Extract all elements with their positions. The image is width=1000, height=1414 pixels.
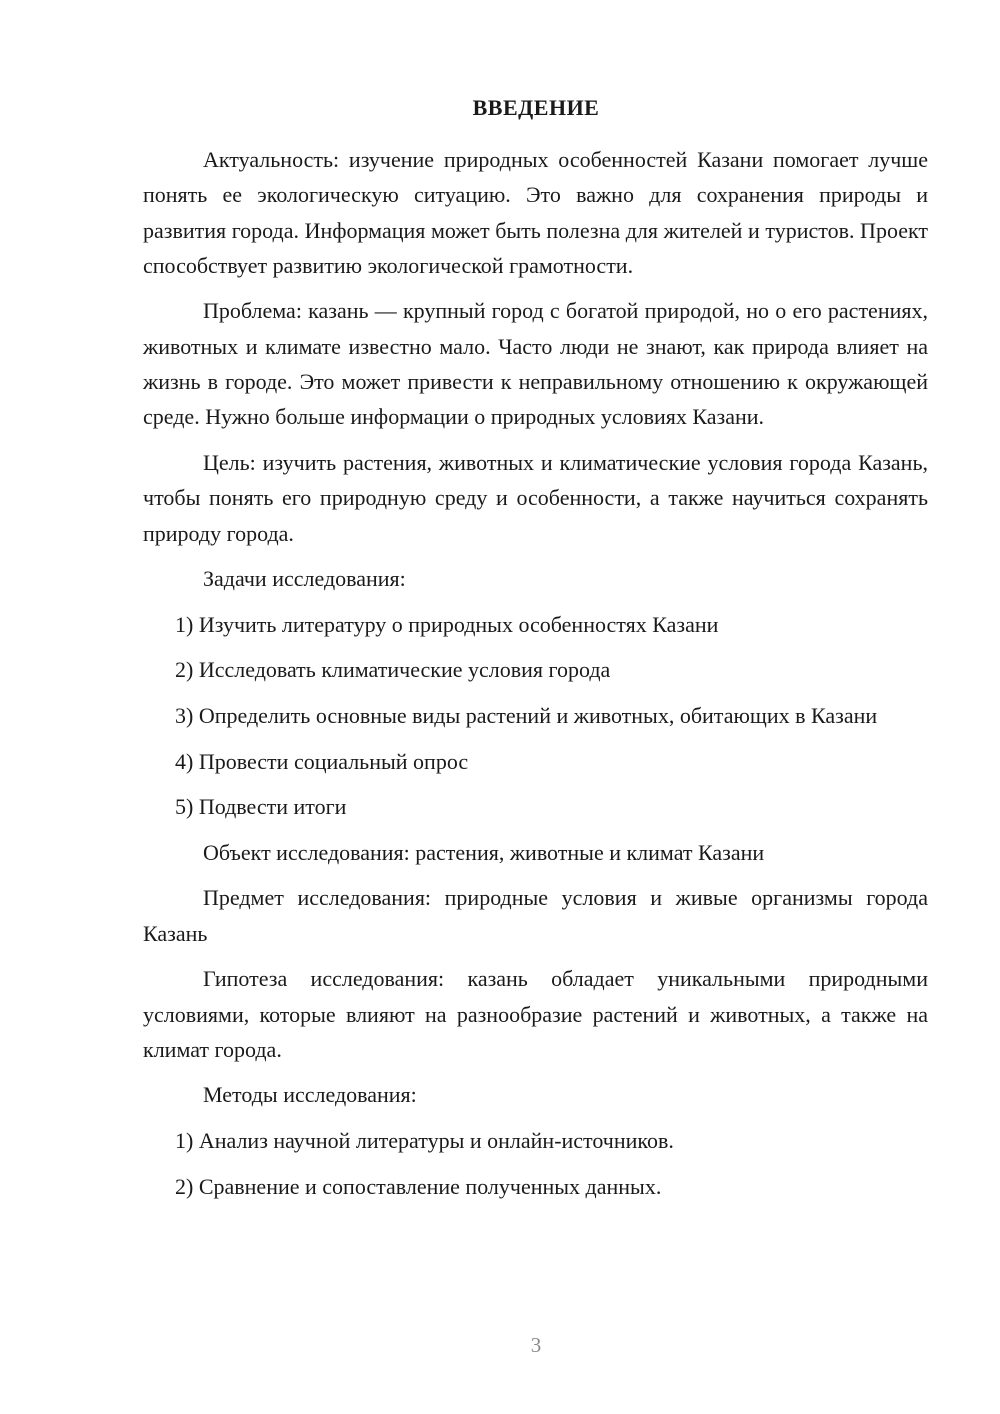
task-item: 4) Провести социальный опрос xyxy=(175,748,469,774)
paragraph-problem: Проблема: казань — крупный город с богатой природой, но о его растениях, животных и климате известно мало. Часто люди не знают, как природа влияет на жизнь в городе. Это может привести к неправильному отношению к окружающей среде. Нужно больше информации о природных условиях Казани. xyxy=(143,298,928,430)
task-item: 1) Изучить литературу о природных особенностях Казани xyxy=(175,611,719,637)
section-heading: ВВЕДЕНИЕ xyxy=(472,95,600,120)
methods-title: Методы исследования: xyxy=(203,1082,417,1108)
task-item: 5) Подвести итоги xyxy=(175,794,347,820)
tasks-title: Задачи исследования: xyxy=(203,566,406,592)
body-text xyxy=(143,142,928,1214)
task-item: 3) Определить основные виды растений и животных, обитающих в Казани xyxy=(175,702,878,728)
paragraph-hypothesis: Гипотеза исследования: казань обладает уникальными природными условиями, которые влияют на разнообразие растений и животных, а также на климат города. xyxy=(143,966,928,1062)
method-item: 1) Анализ научной литературы и онлайн-источников. xyxy=(175,1127,674,1153)
method-item: 2) Сравнение и сопоставление полученных данных. xyxy=(175,1173,662,1199)
paragraph-goal: Цель: изучить растения, животных и климатические условия города Казань, чтобы понять его природную среду и особенности, а также научиться сохранять природу города. xyxy=(143,449,928,546)
paragraph-object: Объект исследования: растения, животные и климат Казани xyxy=(203,839,765,865)
task-item: 2) Исследовать климатические условия города xyxy=(175,657,611,683)
paragraph-relevance: Актуальность: изучение природных особенностей Казани помогает лучше понять ее экологическую ситуацию. Это важно для сохранения природы и развития города. Информация может быть полезна для жителей и туристов. Проект способствует развитию экологической грамотности. xyxy=(143,147,928,278)
paragraph-subject: Предмет исследования: природные условия и живые организмы города Казань xyxy=(143,885,928,946)
page-number: 3 xyxy=(530,1333,542,1357)
